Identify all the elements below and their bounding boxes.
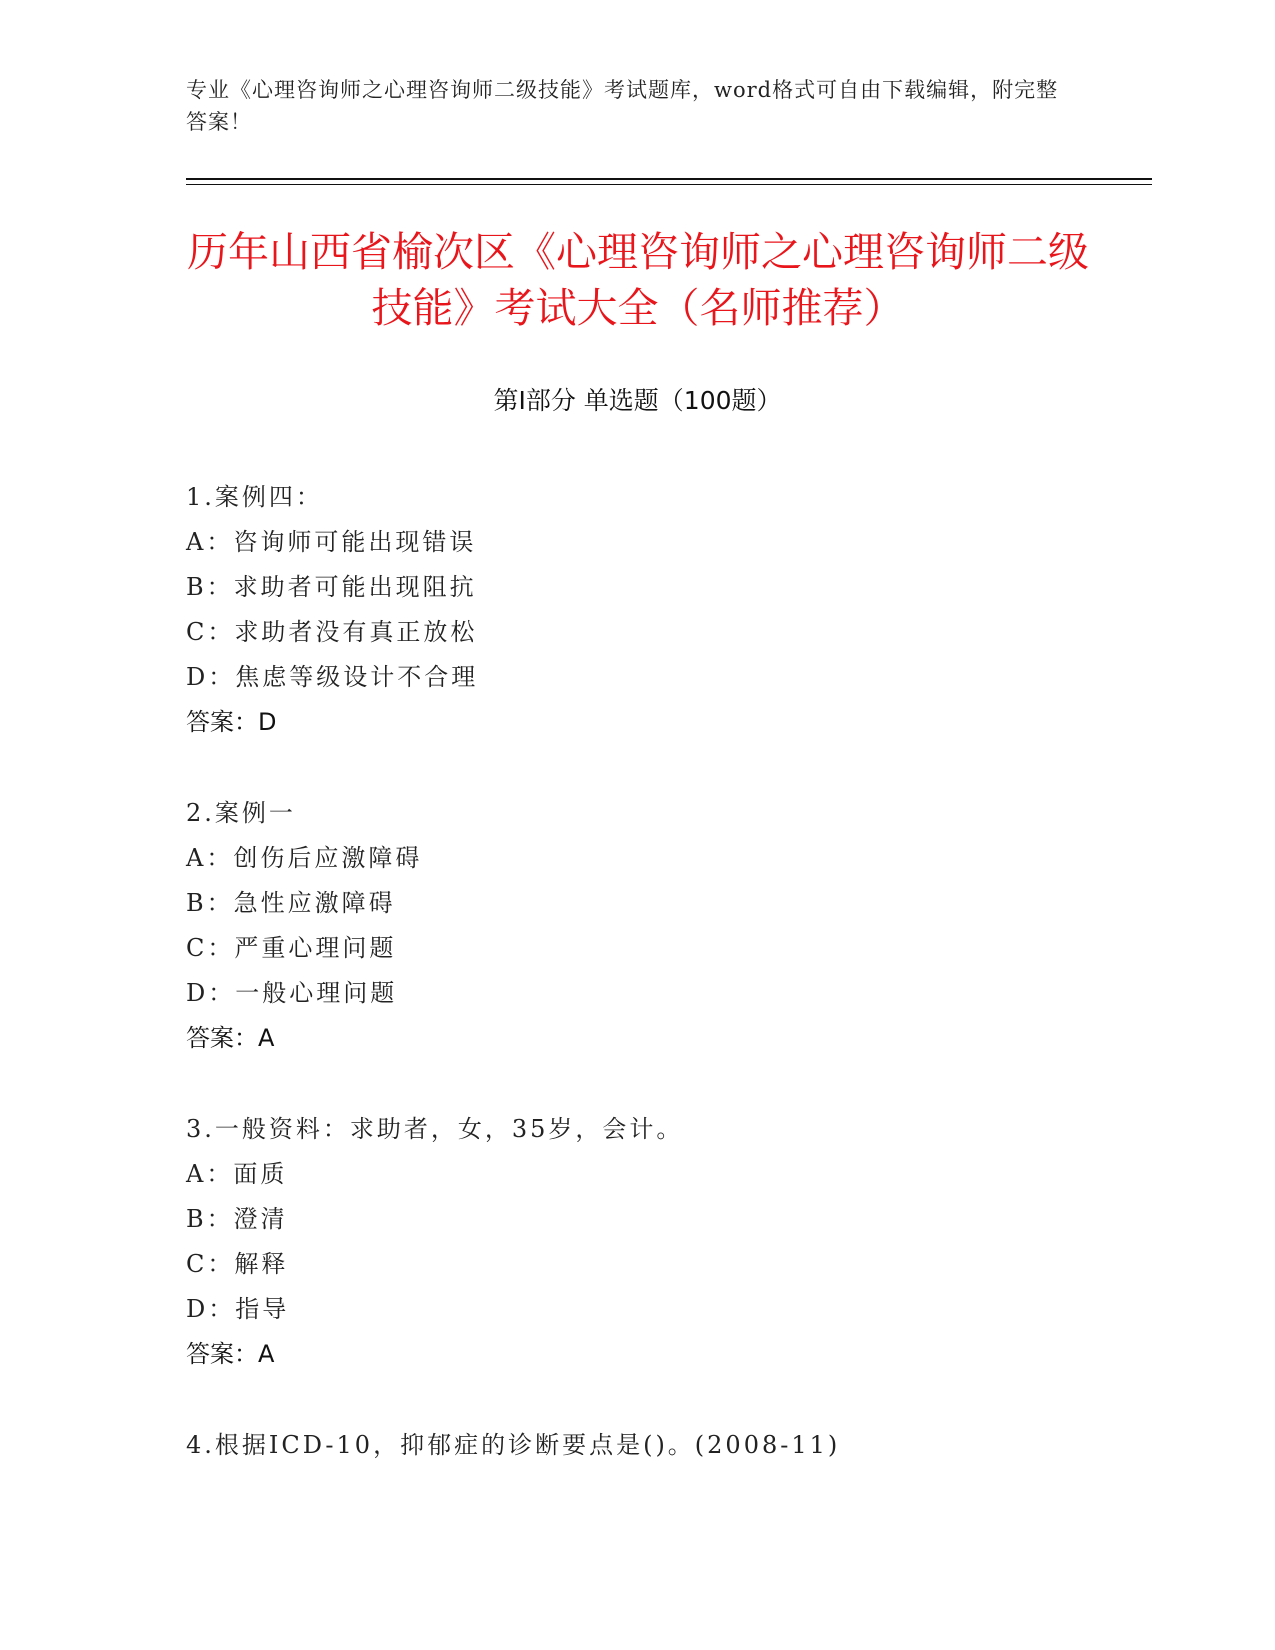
option-b: B：急性应激障碍 [186,889,396,917]
option-d: D：指导 [186,1295,290,1323]
option-c: C：严重心理问题 [186,934,397,962]
header-divider-thin [186,184,1152,185]
option-b: B：澄清 [186,1205,288,1233]
answer-line: 答案：A [186,1340,275,1368]
question-item [186,1107,1146,1377]
question-stem: 1.案例四： [186,483,323,511]
answer-line: 答案：A [186,1024,275,1052]
option-a: A：创伤后应激障碍 [186,844,423,872]
question-item [186,1423,1146,1468]
option-d: D：一般心理问题 [186,979,398,1007]
option-c: C：求助者没有真正放松 [186,618,478,646]
question-stem: 2.案例一 [186,799,296,827]
question-stem: 3.一般资料：求助者，女，35岁，会计。 [186,1115,684,1143]
option-b: B：求助者可能出现阻抗 [186,573,477,601]
option-a: A：咨询师可能出现错误 [186,528,477,556]
question-item [186,475,1146,745]
question-stem: 4.根据ICD-10，抑郁症的诊断要点是()。(2008-11) [186,1431,841,1459]
header-note: 专业《心理咨询师之心理咨询师二级技能》考试题库，word格式可自由下载编辑，附完整答案！ [186,78,1059,134]
header-divider-thick [186,178,1152,180]
option-a: A：面质 [186,1160,288,1188]
option-d: D：焦虑等级设计不合理 [186,663,479,691]
question-item [186,791,1146,1061]
answer-line: 答案：D [186,708,277,736]
question-list [186,475,1146,1514]
option-c: C：解释 [186,1250,289,1278]
document-title: 历年山西省榆次区《心理咨询师之心理咨询师二级技能》考试大全（名师推荐） [187,228,1089,332]
section-heading: 第I部分 单选题（100题） [493,386,782,415]
